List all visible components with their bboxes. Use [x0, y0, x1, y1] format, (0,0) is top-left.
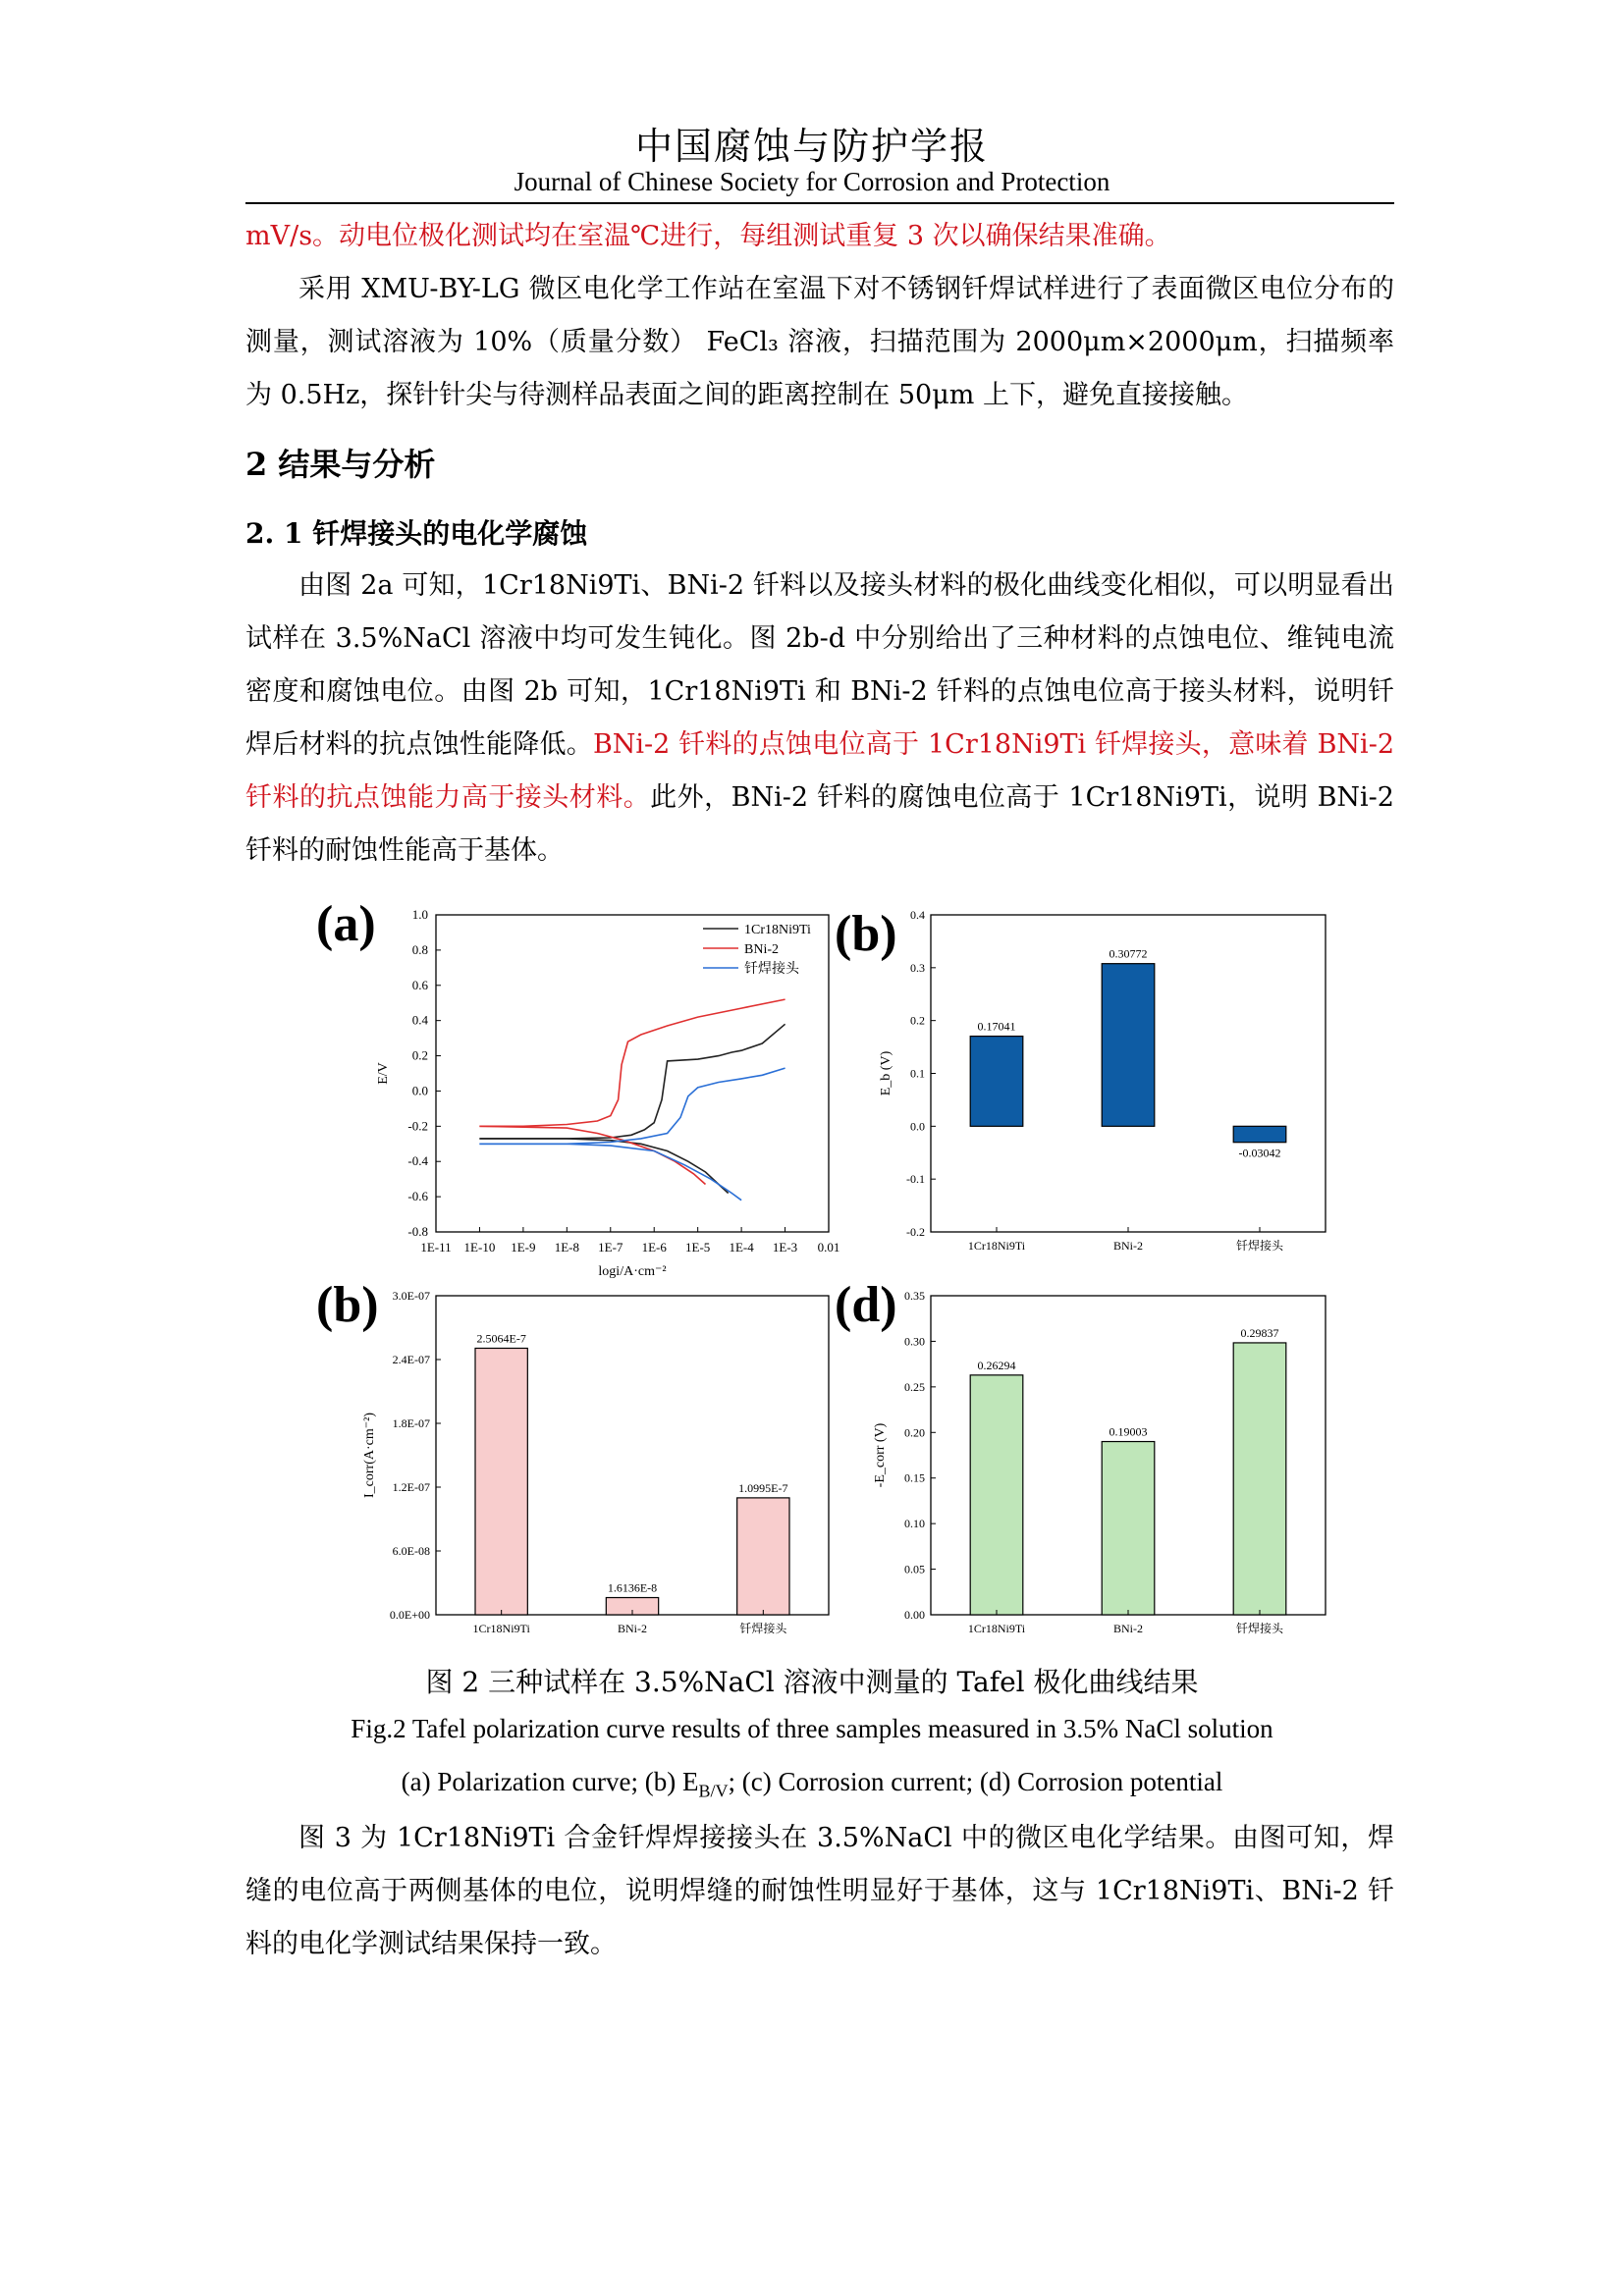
y-tick-label: -0.2 — [906, 1225, 925, 1239]
bar — [1102, 1442, 1155, 1615]
pitting-potential-chart — [879, 908, 1326, 1253]
x-tick-label: 1E-3 — [772, 1240, 798, 1255]
y-tick-label: 0.00 — [904, 1608, 925, 1622]
paragraph-figure3: 图 3 为 1Cr18Ni9Ti 合金钎焊焊接接头在 3.5%NaCl 中的微区电化学结果。由图可知，焊缝的电位高于两侧基体的电位，说明焊缝的耐蚀性明显好于基体，这与 1Cr18Ni9Ti、BNi-2 钎料的电化学测试结果保持一致。 — [245, 1823, 1394, 1959]
y-tick-label: 1.2E-07 — [392, 1480, 430, 1494]
y-tick-label: -0.2 — [407, 1118, 428, 1134]
x-tick-label: 钎焊接头 — [739, 1622, 787, 1635]
x-tick-label: 1E-4 — [729, 1240, 754, 1255]
y-tick-label: 0.25 — [904, 1379, 925, 1394]
x-tick-label: 1E-11 — [420, 1240, 452, 1255]
x-tick-label: 1Cr18Ni9Ti — [472, 1622, 530, 1635]
x-tick-label: BNi-2 — [1113, 1239, 1143, 1253]
y-tick-label: 2.4E-07 — [392, 1353, 430, 1366]
journal-title-en: Journal of Chinese Society for Corrosion and Protection — [514, 167, 1110, 196]
paragraph-method-end: mV/s。动电位极化测试均在室温℃进行，每组测试重复 3 次以确保结果准确。 — [245, 221, 1171, 251]
y-tick-label: -0.8 — [407, 1224, 428, 1239]
y-tick-label: 1.0 — [411, 907, 428, 922]
x-tick-label: 1Cr18Ni9Ti — [967, 1622, 1026, 1635]
bar-value-label: -0.03042 — [1238, 1146, 1281, 1160]
bar-value-label: 0.30772 — [1109, 946, 1148, 961]
results-text-highlight: BNi-2 钎料的点蚀电位高于 1Cr18Ni9Ti 钎焊接头，意味着 BNi-2 钎料的抗点蚀能力高于接头材料。 — [245, 729, 1394, 813]
bar — [1233, 1126, 1286, 1142]
x-axis-label: logi/A·cm⁻² — [598, 1264, 667, 1279]
series-line-anodic — [479, 999, 785, 1126]
figure-caption-cn: 图 2 三种试样在 3.5%NaCl 溶液中测量的 Tafel 极化曲线结果 — [425, 1666, 1199, 1698]
y-axis-label: I_corr(A·cm⁻²) — [362, 1413, 377, 1498]
bar — [970, 1037, 1023, 1127]
bar-value-label: 0.17041 — [977, 1019, 1016, 1034]
figure-caption-en: Fig.2 Tafel polarization curve results of three samples measured in 3.5% NaCl solution — [351, 1714, 1273, 1743]
series-line-anodic — [479, 1068, 785, 1144]
x-tick-label: 0.01 — [817, 1240, 840, 1255]
journal-title-cn: 中国腐蚀与防护学报 — [634, 125, 989, 168]
y-tick-label: 0.0 — [910, 1119, 925, 1134]
y-axis-label: E_b (V) — [879, 1050, 893, 1096]
x-tick-label: 钎焊接头 — [1235, 1239, 1284, 1253]
results-text-b: 此外，BNi-2 钎料的腐蚀电位高于 1Cr18Ni9Ti，说明 BNi-2 钎料的耐蚀性能高于基体。 — [245, 782, 1394, 866]
series-line-anodic — [479, 1024, 785, 1139]
bar-value-label: 0.29837 — [1240, 1325, 1279, 1340]
x-tick-label: 1E-5 — [685, 1240, 711, 1255]
results-text-a: 由图 2a 可知，1Cr18Ni9Ti、BNi-2 钎料以及接头材料的极化曲线变化相似，可以明显看出试样在 3.5%NaCl 溶液中均可发生钝化。图 2b-d 中分别给出了三种材料的点蚀电位、维钝电流密度和腐蚀电位。由图 2b 可知，1Cr18Ni9Ti 和 BNi-2 钎料的点蚀电位高于接头材料，说明钎焊后材料的抗点蚀性能降低。 — [245, 570, 1394, 760]
series-line-cathodic — [479, 1139, 728, 1194]
bar — [970, 1375, 1023, 1615]
y-tick-label: 0.2 — [411, 1047, 428, 1063]
y-axis-label: E/V — [376, 1062, 391, 1085]
panel-label-d: (d) — [835, 1277, 897, 1333]
polarization-chart — [376, 907, 839, 1279]
y-tick-label: 0.30 — [904, 1334, 925, 1349]
x-tick-label: BNi-2 — [1113, 1622, 1143, 1635]
series-line-cathodic — [479, 1126, 705, 1184]
bar-value-label: 2.5064E-7 — [476, 1331, 526, 1346]
x-tick-label: 1E-8 — [554, 1240, 579, 1255]
y-tick-label: 0.20 — [904, 1425, 925, 1440]
x-tick-label: 1E-7 — [598, 1240, 623, 1255]
y-tick-label: 0.0 — [411, 1083, 428, 1098]
x-tick-label: 1E-6 — [641, 1240, 667, 1255]
y-tick-label: 0.15 — [904, 1470, 925, 1485]
corrosion-current-chart — [362, 1289, 829, 1635]
y-tick-label: 0.3 — [910, 960, 925, 975]
y-tick-label: -0.6 — [407, 1189, 428, 1204]
y-tick-label: 1.8E-07 — [392, 1416, 430, 1430]
y-tick-label: 0.8 — [411, 941, 428, 957]
corrosion-potential-chart — [873, 1289, 1326, 1635]
caption-sub-part-a: (a) Polarization curve; (b) E — [401, 1767, 699, 1796]
figure-caption-subpanels — [0, 1767, 1624, 1801]
bar — [737, 1498, 789, 1615]
y-tick-label: 0.35 — [904, 1289, 925, 1303]
bar-value-label: 1.0995E-7 — [738, 1480, 788, 1495]
panel-label-c: (b) — [316, 1277, 379, 1333]
legend-label: 钎焊接头 — [744, 962, 799, 977]
bar — [1102, 964, 1155, 1127]
y-tick-label: 0.05 — [904, 1562, 925, 1576]
y-tick-label: -0.4 — [407, 1153, 428, 1169]
x-tick-label: 1Cr18Ni9Ti — [967, 1239, 1026, 1253]
y-tick-label: -0.1 — [906, 1172, 925, 1187]
bar — [475, 1348, 527, 1615]
bar-value-label: 1.6136E-8 — [607, 1580, 658, 1595]
x-tick-label: BNi-2 — [618, 1622, 647, 1635]
caption-sub-subscript: B/V — [698, 1781, 729, 1801]
legend-label: BNi-2 — [744, 942, 779, 957]
panel-label-b: (b) — [835, 906, 897, 962]
bar — [1233, 1343, 1286, 1615]
x-tick-label: 1E-10 — [463, 1240, 496, 1255]
y-tick-label: 0.2 — [910, 1013, 925, 1028]
y-tick-label: 6.0E-08 — [392, 1544, 430, 1558]
y-tick-label: 0.4 — [411, 1012, 428, 1028]
bar-value-label: 0.19003 — [1109, 1424, 1148, 1439]
subsection-heading: 2. 1 钎焊接头的电化学腐蚀 — [245, 517, 588, 550]
x-tick-label: 1E-9 — [511, 1240, 536, 1255]
x-tick-label: 钎焊接头 — [1235, 1622, 1284, 1635]
y-tick-label: 0.1 — [910, 1066, 925, 1081]
paragraph-microarea: 采用 XMU-BY-LG 微区电化学工作站在室温下对不锈钢钎焊试样进行了表面微区电位分布的测量，测试溶液为 10%（质量分数） FeCl₃ 溶液，扫描范围为 2000μm×2000μm，扫描频率为 0.5Hz，探针针尖与待测样品表面之间的距离控制在 50μm 上下，避免直接接触。 — [245, 274, 1394, 410]
y-tick-label: 3.0E-07 — [392, 1289, 430, 1303]
series-line-cathodic — [479, 1144, 741, 1200]
legend-label: 1Cr18Ni9Ti — [744, 923, 811, 937]
y-axis-label: -E_corr (V) — [873, 1422, 888, 1488]
bar-value-label: 0.26294 — [977, 1358, 1016, 1372]
panel-label-a: (a) — [316, 896, 376, 952]
y-tick-label: 0.0E+00 — [389, 1608, 430, 1622]
caption-sub-part-b: ; (c) Corrosion current; (d) Corrosion potential — [728, 1767, 1223, 1796]
section-heading: 2 结果与分析 — [245, 446, 436, 483]
y-tick-label: 0.6 — [411, 977, 428, 992]
y-tick-label: 0.10 — [904, 1517, 925, 1531]
y-tick-label: 0.4 — [910, 908, 925, 922]
